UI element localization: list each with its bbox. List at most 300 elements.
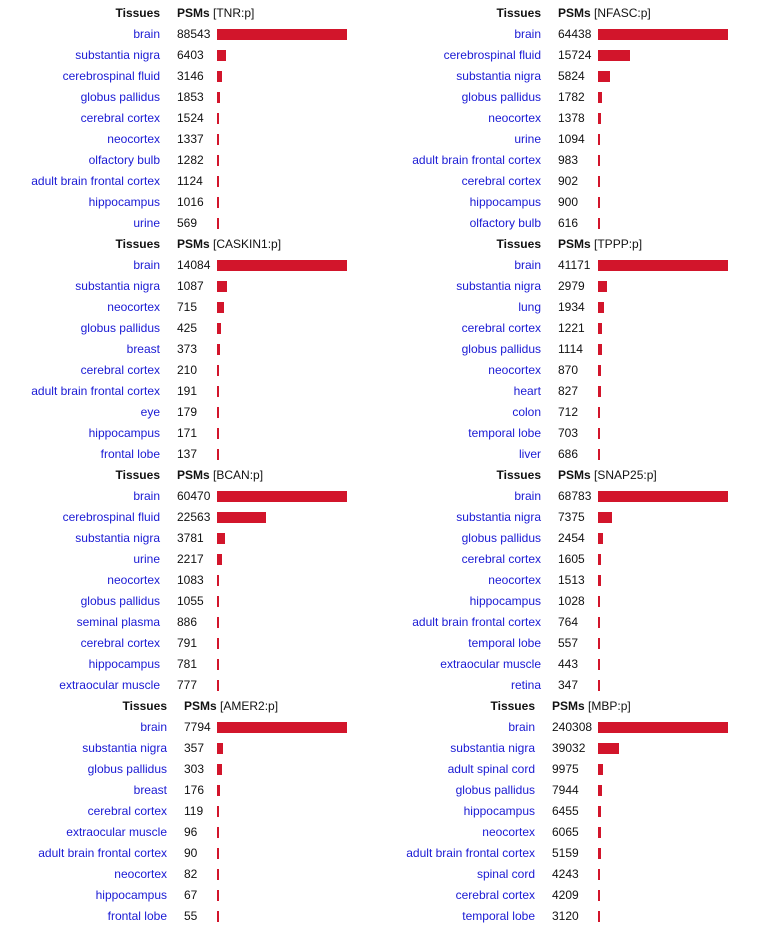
tissue-row: [0, 486, 382, 507]
tissue-link[interactable]: lung: [518, 300, 541, 314]
tissue-link[interactable]: spinal cord: [476, 867, 535, 881]
psm-count: 119: [184, 804, 204, 818]
tissues-header: Tissues: [122, 699, 167, 713]
psm-count: 902: [558, 174, 579, 188]
tissue-link[interactable]: globus pallidus: [461, 90, 541, 104]
tissue-row: [381, 87, 763, 108]
psms-header: [177, 465, 263, 486]
psm-count: 900: [558, 195, 579, 209]
tissue-row: [381, 402, 763, 423]
psm-bar: [217, 113, 219, 124]
psms-header: [558, 3, 651, 24]
tissue-link[interactable]: globus pallidus: [80, 594, 160, 608]
psm-bar: [598, 596, 600, 607]
psm-count: 1028: [558, 594, 585, 608]
psm-bar: [217, 638, 219, 649]
tissue-row: [381, 318, 763, 339]
tissue-row: [0, 633, 382, 654]
tissue-link[interactable]: adult spinal cord: [447, 762, 535, 776]
tissue-row: [0, 213, 382, 234]
tissue-link[interactable]: extraocular muscle: [440, 657, 541, 671]
psm-bar: [598, 134, 600, 145]
psm-count: 870: [558, 363, 579, 377]
psm-count: 191: [177, 384, 198, 398]
psm-bar: [598, 764, 603, 775]
psm-bar: [598, 659, 600, 670]
tissue-link[interactable]: substantia nigra: [456, 510, 541, 524]
tissue-row: [0, 360, 382, 381]
tissue-row: [0, 129, 382, 150]
tissue-row: [0, 570, 382, 591]
psm-count: 176: [184, 783, 205, 797]
tissue-row: [0, 150, 382, 171]
psm-count: 1524: [177, 111, 204, 125]
psm-count: 827: [558, 384, 579, 398]
tissue-row: [0, 801, 382, 822]
tissue-row: [0, 108, 382, 129]
tissue-row: [381, 738, 763, 759]
tissue-row: [381, 759, 763, 780]
psm-bar: [598, 386, 601, 397]
tissue-link[interactable]: temporal lobe: [468, 636, 541, 650]
psm-count: 179: [177, 405, 198, 419]
psm-count: 715: [177, 300, 198, 314]
psm-count: 1282: [177, 153, 204, 167]
psm-bar: [217, 491, 347, 502]
psms-header: [177, 234, 281, 255]
tissue-row: [0, 612, 382, 633]
tissue-link[interactable]: adult brain frontal cortex: [406, 846, 535, 860]
psm-bar: [598, 869, 600, 880]
tissue-link[interactable]: hippocampus: [469, 195, 541, 209]
tissue-row: [0, 549, 382, 570]
psm-count: 1513: [558, 573, 585, 587]
tissue-row: [0, 339, 382, 360]
tissue-row: [0, 822, 382, 843]
tissue-link[interactable]: substantia nigra: [456, 69, 541, 83]
protein-id: [AMER2:p]: [216, 699, 279, 713]
chart-header: [0, 234, 382, 255]
tissue-link[interactable]: temporal lobe: [468, 426, 541, 440]
tissue-row: [0, 780, 382, 801]
tissue-row: [0, 171, 382, 192]
psm-count: 6455: [552, 804, 579, 818]
tissues-header: Tissues: [490, 699, 535, 713]
tissue-link[interactable]: adult brain frontal cortex: [38, 846, 167, 860]
psm-count: 9975: [552, 762, 579, 776]
tissue-link[interactable]: hippocampus: [88, 195, 160, 209]
psm-count: 1782: [558, 90, 585, 104]
tissue-row: [381, 192, 763, 213]
psms-label: PSMs: [552, 699, 585, 713]
psm-count: 703: [558, 426, 579, 440]
tissue-row: [0, 444, 382, 465]
psm-bar: [598, 512, 612, 523]
psm-count: 557: [558, 636, 579, 650]
psm-count: 616: [558, 216, 579, 230]
tissue-link[interactable]: liver: [518, 447, 541, 461]
psm-bar: [598, 155, 600, 166]
tissue-link[interactable]: frontal lobe: [100, 447, 160, 461]
psm-count: 82: [184, 867, 198, 881]
psm-bar: [598, 365, 601, 376]
tissue-link[interactable]: brain: [514, 27, 541, 41]
tissue-row: [0, 591, 382, 612]
protein-id: [NFASC:p]: [590, 6, 651, 20]
tissue-row: [381, 885, 763, 906]
psm-bar: [598, 92, 602, 103]
tissue-row: [381, 570, 763, 591]
tissue-row: [381, 108, 763, 129]
tissue-link[interactable]: adult brain frontal cortex: [412, 615, 541, 629]
tissue-link[interactable]: cerebral cortex: [87, 804, 167, 818]
tissue-row: [381, 276, 763, 297]
tissue-link[interactable]: cerebral cortex: [455, 888, 535, 902]
tissue-row: [381, 423, 763, 444]
psm-count: 425: [177, 321, 198, 335]
psm-count: 686: [558, 447, 579, 461]
tissue-row: [0, 45, 382, 66]
tissue-link[interactable]: brain: [140, 720, 167, 734]
tissue-row: [381, 780, 763, 801]
tissue-link[interactable]: frontal lobe: [107, 909, 167, 923]
psm-count: 373: [177, 342, 198, 356]
psm-bar: [217, 197, 219, 208]
tissue-row: [0, 738, 382, 759]
tissue-link[interactable]: seminal plasma: [76, 615, 160, 629]
psm-count: 443: [558, 657, 579, 671]
tissue-link[interactable]: temporal lobe: [462, 909, 535, 923]
psms-header: [184, 696, 278, 717]
tissue-link[interactable]: globus pallidus: [461, 531, 541, 545]
psm-count: 210: [177, 363, 198, 377]
psm-count: 4209: [552, 888, 579, 902]
psms-header: [558, 465, 657, 486]
tissue-link[interactable]: hippocampus: [88, 426, 160, 440]
psm-bar: [598, 323, 602, 334]
tissue-link[interactable]: cerebral cortex: [80, 111, 160, 125]
tissue-link[interactable]: cerebrospinal fluid: [62, 69, 160, 83]
psm-count: 67: [184, 888, 198, 902]
psm-count: 781: [177, 657, 198, 671]
tissue-link[interactable]: extraocular muscle: [59, 678, 160, 692]
psm-bar: [217, 827, 219, 838]
tissue-row: [0, 717, 382, 738]
tissue-row: [381, 45, 763, 66]
tissue-link[interactable]: globus pallidus: [461, 342, 541, 356]
psm-bar: [598, 449, 600, 460]
tissue-link[interactable]: colon: [512, 405, 541, 419]
tissue-link[interactable]: cerebral cortex: [80, 363, 160, 377]
psm-bar: [598, 722, 728, 733]
tissue-row: [381, 360, 763, 381]
psm-count: 137: [177, 447, 198, 461]
tissue-link[interactable]: globus pallidus: [87, 762, 167, 776]
psm-bar: [598, 29, 728, 40]
psm-count: 347: [558, 678, 579, 692]
psms-label: PSMs: [558, 468, 591, 482]
tissue-link[interactable]: substantia nigra: [456, 279, 541, 293]
psm-count: 303: [184, 762, 205, 776]
psm-count: 1055: [177, 594, 204, 608]
psm-bar: [598, 743, 619, 754]
chart-header: [381, 465, 763, 486]
psm-bar: [598, 911, 600, 922]
psm-bar: [217, 785, 220, 796]
psm-bar: [598, 71, 610, 82]
tissue-row: [0, 759, 382, 780]
psm-count: 1221: [558, 321, 585, 335]
psm-count: 7944: [552, 783, 579, 797]
psm-bar: [598, 50, 630, 61]
psms-header: [177, 3, 254, 24]
tissue-link[interactable]: urine: [133, 552, 160, 566]
chart-header: [381, 3, 763, 24]
psm-count: 22563: [177, 510, 211, 524]
tissue-row: [381, 675, 763, 696]
tissue-link[interactable]: cerebral cortex: [80, 636, 160, 650]
tissue-link[interactable]: cerebrospinal fluid: [62, 510, 160, 524]
psm-bar: [598, 407, 600, 418]
psm-bar: [598, 197, 600, 208]
psm-count: 3146: [177, 69, 204, 83]
tissue-link[interactable]: neocortex: [107, 132, 160, 146]
psm-count: 1087: [177, 279, 204, 293]
psm-bar: [217, 260, 347, 271]
psm-bar: [217, 92, 220, 103]
psm-count: 1094: [558, 132, 585, 146]
psm-bar: [217, 890, 219, 901]
psm-bar: [598, 848, 601, 859]
psm-count: 3781: [177, 531, 204, 545]
tissue-link[interactable]: adult brain frontal cortex: [412, 153, 541, 167]
psm-count: 777: [177, 678, 198, 692]
tissue-link[interactable]: extraocular muscle: [66, 825, 167, 839]
tissue-row: [0, 402, 382, 423]
tissue-row: [381, 717, 763, 738]
tissue-link[interactable]: neocortex: [488, 363, 541, 377]
tissue-link[interactable]: eye: [140, 405, 160, 419]
tissue-link[interactable]: brain: [508, 720, 535, 734]
tissue-row: [381, 339, 763, 360]
psm-bar: [217, 743, 223, 754]
psm-count: 90: [184, 846, 198, 860]
psm-count: 3120: [552, 909, 579, 923]
psm-bar: [598, 890, 600, 901]
psm-count: 240308: [552, 720, 593, 734]
psm-bar: [598, 533, 603, 544]
tissue-link[interactable]: breast: [126, 342, 160, 356]
psm-bar: [217, 596, 219, 607]
tissue-link[interactable]: substantia nigra: [75, 279, 160, 293]
psm-bar: [217, 302, 224, 313]
tissue-link[interactable]: neocortex: [107, 573, 160, 587]
psm-bar: [598, 617, 600, 628]
tissue-link[interactable]: cerebrospinal fluid: [443, 48, 541, 62]
psm-bar: [217, 407, 219, 418]
psm-count: 791: [177, 636, 198, 650]
tissue-link[interactable]: urine: [514, 132, 541, 146]
psm-bar: [598, 428, 600, 439]
tissue-link[interactable]: adult brain frontal cortex: [31, 384, 160, 398]
psm-count: 55: [184, 909, 198, 923]
tissue-link[interactable]: cerebral cortex: [461, 552, 541, 566]
psms-label: PSMs: [558, 237, 591, 251]
tissue-row: [0, 864, 382, 885]
chart-header: [0, 696, 382, 717]
psm-bar: [217, 71, 222, 82]
tissue-link[interactable]: brain: [133, 258, 160, 272]
psm-bar: [217, 806, 219, 817]
tissue-row: [381, 633, 763, 654]
psm-count: 4243: [552, 867, 579, 881]
psm-count: 712: [558, 405, 579, 419]
tissues-header: Tissues: [115, 237, 160, 251]
psm-count: 14084: [177, 258, 211, 272]
tissue-link[interactable]: brain: [133, 489, 160, 503]
tissue-link[interactable]: heart: [513, 384, 541, 398]
psm-count: 96: [184, 825, 198, 839]
psm-count: 39032: [552, 741, 586, 755]
psm-count: 886: [177, 615, 198, 629]
tissue-link[interactable]: neocortex: [488, 111, 541, 125]
psm-count: 1083: [177, 573, 204, 587]
psm-count: 60470: [177, 489, 211, 503]
psm-bar: [217, 680, 219, 691]
tissue-row: [0, 885, 382, 906]
psms-label: PSMs: [177, 468, 210, 482]
protein-id: [CASKIN1:p]: [209, 237, 282, 251]
psm-bar: [217, 344, 220, 355]
tissue-link[interactable]: globus pallidus: [455, 783, 535, 797]
tissue-link[interactable]: urine: [133, 216, 160, 230]
tissue-row: [0, 318, 382, 339]
psm-bar: [217, 428, 219, 439]
psm-bar: [598, 113, 601, 124]
psm-count: 1934: [558, 300, 585, 314]
tissues-header: Tissues: [496, 6, 541, 20]
psm-bar: [217, 50, 226, 61]
tissue-link[interactable]: neocortex: [107, 300, 160, 314]
protein-id: [MBP:p]: [584, 699, 631, 713]
tissue-row: [381, 528, 763, 549]
tissue-link[interactable]: neocortex: [482, 825, 535, 839]
tissue-link[interactable]: hippocampus: [95, 888, 167, 902]
tissue-link[interactable]: substantia nigra: [75, 48, 160, 62]
tissue-row: [381, 255, 763, 276]
psm-bar: [217, 911, 219, 922]
psm-count: 1114: [558, 342, 583, 356]
tissue-row: [0, 423, 382, 444]
tissue-link[interactable]: neocortex: [114, 867, 167, 881]
tissues-header: Tissues: [115, 6, 160, 20]
tissue-link[interactable]: globus pallidus: [80, 321, 160, 335]
tissue-row: [381, 822, 763, 843]
tissue-link[interactable]: breast: [133, 783, 167, 797]
tissue-row: [381, 444, 763, 465]
tissue-link[interactable]: substantia nigra: [82, 741, 167, 755]
tissue-link[interactable]: cerebral cortex: [461, 321, 541, 335]
psm-bar: [598, 638, 600, 649]
tissue-row: [381, 549, 763, 570]
protein-id: [TNR:p]: [209, 6, 255, 20]
psm-count: 7375: [558, 510, 585, 524]
tissue-row: [0, 297, 382, 318]
tissue-link[interactable]: brain: [514, 258, 541, 272]
tissue-link[interactable]: neocortex: [488, 573, 541, 587]
psm-count: 764: [558, 615, 579, 629]
psms-header: [552, 696, 631, 717]
psm-bar: [217, 617, 219, 628]
tissue-row: [381, 654, 763, 675]
tissue-link[interactable]: olfactory bulb: [88, 153, 160, 167]
tissue-link[interactable]: hippocampus: [463, 804, 535, 818]
psm-bar: [217, 722, 347, 733]
psm-count: 2979: [558, 279, 585, 293]
tissue-row: [0, 843, 382, 864]
tissue-row: [0, 192, 382, 213]
chart-header: [0, 465, 382, 486]
tissue-link[interactable]: adult brain frontal cortex: [31, 174, 160, 188]
tissue-link[interactable]: brain: [514, 489, 541, 503]
psm-bar: [598, 785, 602, 796]
psm-count: 569: [177, 216, 198, 230]
psm-count: 1605: [558, 552, 585, 566]
tissue-row: [381, 801, 763, 822]
psm-count: 7794: [184, 720, 211, 734]
psm-count: 88543: [177, 27, 211, 41]
psm-bar: [217, 323, 221, 334]
tissue-row: [0, 255, 382, 276]
psm-bar: [598, 302, 604, 313]
tissue-row: [381, 612, 763, 633]
psm-bar: [217, 848, 219, 859]
tissue-link[interactable]: globus pallidus: [80, 90, 160, 104]
tissue-link[interactable]: olfactory bulb: [469, 216, 541, 230]
tissue-link[interactable]: retina: [510, 678, 541, 692]
psms-header: [558, 234, 642, 255]
psm-bar: [598, 575, 601, 586]
protein-id: [SNAP25:p]: [590, 468, 657, 482]
tissue-link[interactable]: substantia nigra: [75, 531, 160, 545]
tissue-link[interactable]: substantia nigra: [450, 741, 535, 755]
psm-bar: [598, 806, 601, 817]
protein-id: [BCAN:p]: [209, 468, 264, 482]
tissue-row: [0, 276, 382, 297]
tissue-row: [0, 66, 382, 87]
psm-count: 5159: [552, 846, 579, 860]
psm-count: 15724: [558, 48, 592, 62]
psm-bar: [217, 29, 347, 40]
psm-bar: [217, 659, 219, 670]
tissue-row: [0, 87, 382, 108]
tissue-row: [0, 654, 382, 675]
tissue-row: [0, 528, 382, 549]
psm-count: 357: [184, 741, 205, 755]
psm-count: 1124: [177, 174, 203, 188]
tissue-row: [0, 906, 382, 927]
tissue-link[interactable]: hippocampus: [88, 657, 160, 671]
protein-id: [TPPP:p]: [590, 237, 643, 251]
psm-bar: [217, 134, 219, 145]
tissue-row: [0, 507, 382, 528]
tissue-link[interactable]: cerebral cortex: [461, 174, 541, 188]
tissue-link[interactable]: brain: [133, 27, 160, 41]
psm-bar: [598, 281, 607, 292]
psm-count: 1378: [558, 111, 585, 125]
tissue-row: [381, 150, 763, 171]
tissue-link[interactable]: hippocampus: [469, 594, 541, 608]
